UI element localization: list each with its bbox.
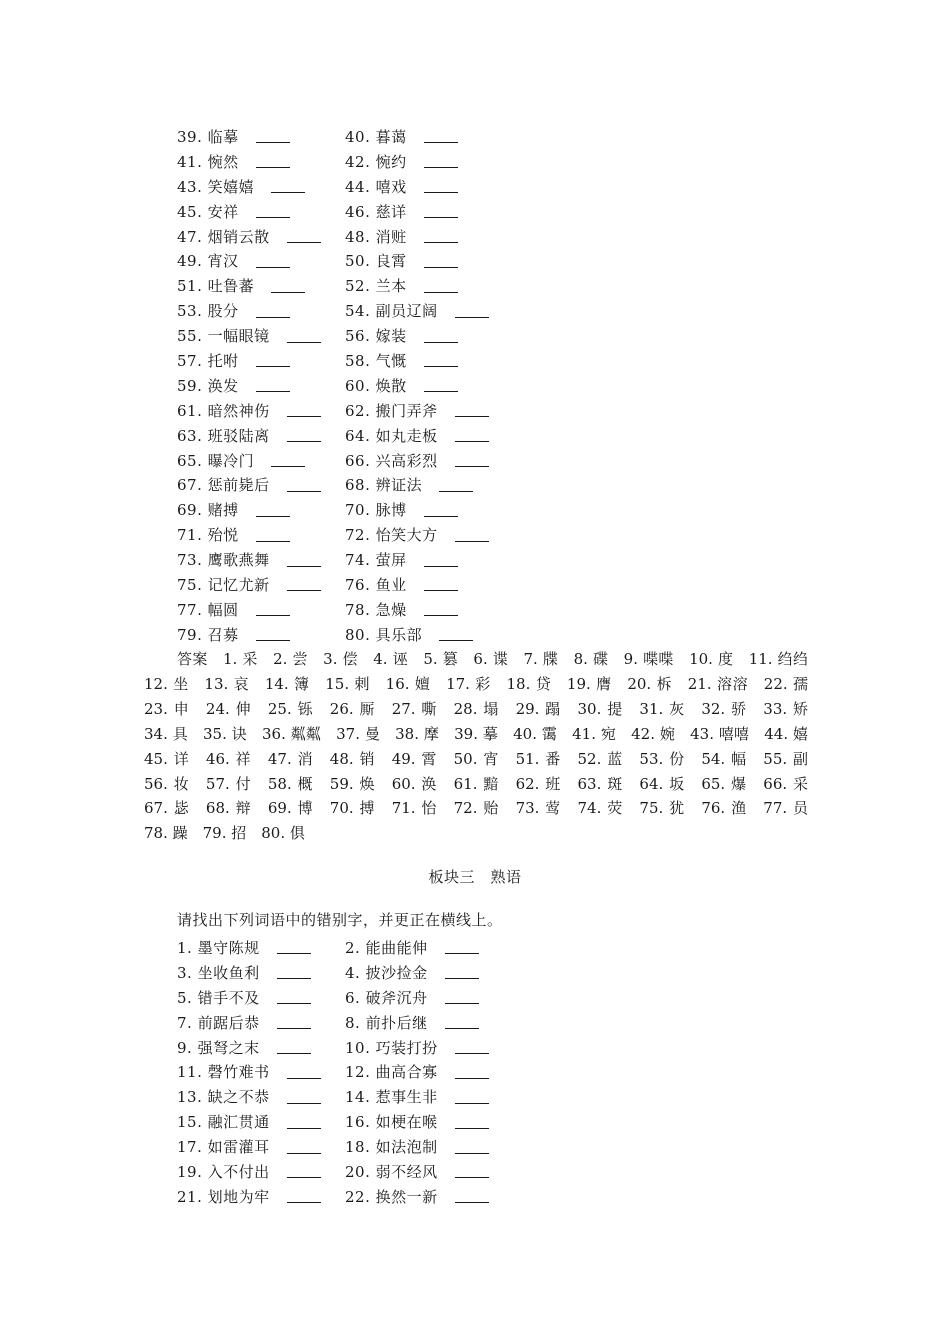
exercise-row [177,1035,797,1060]
answer-blank[interactable] [455,316,489,318]
exercise-row [177,1059,797,1084]
answer-blank[interactable] [424,141,458,143]
exercise-row [177,497,797,522]
answer-blank[interactable] [256,515,290,517]
exercise-item: 1. 墨守陈规 [177,938,260,957]
exercise-item: 64. 如丸走板 [345,426,438,445]
answer-blank[interactable] [256,365,290,367]
exercise-item: 17. 如雷灌耳 [177,1138,270,1157]
exercise-item: 21. 划地为牢 [177,1187,270,1206]
answer-blank[interactable] [287,1201,321,1203]
exercise-row [177,960,797,985]
exercise-row [177,547,797,572]
answer-blank[interactable] [256,141,290,143]
exercise-item: 60. 焕散 [345,376,407,395]
exercise-item: 47. 烟销云散 [177,227,270,246]
answer-blank[interactable] [287,1102,321,1104]
exercise-item: 39. 临摹 [177,127,239,146]
exercise-item: 43. 笑嬉嬉 [177,177,255,196]
exercise-item: 6. 破斧沉舟 [345,988,428,1007]
exercise-row [177,472,797,497]
exercise-item: 54. 副员辽阔 [345,302,438,321]
exercise-row [177,373,797,398]
exercise-item: 55. 一幅眼镜 [177,327,270,346]
answer-blank[interactable] [287,565,321,567]
exercise-row [177,248,797,273]
exercise-item: 46. 慈详 [345,202,407,221]
exercise-row [177,224,797,249]
exercise-row [177,522,797,547]
answer-blank[interactable] [256,639,290,641]
exercise-item: 10. 巧装打扮 [345,1038,438,1057]
exercise-item: 7. 前踞后恭 [177,1013,260,1032]
answer-blank[interactable] [424,390,458,392]
answer-blank[interactable] [445,1002,479,1004]
exercise-item: 71. 殆悦 [177,526,239,545]
exercise-row [177,174,797,199]
answer-blank[interactable] [424,365,458,367]
exercise-row [177,423,797,448]
exercise-item: 13. 缺之不恭 [177,1088,270,1107]
exercise-item: 66. 兴高彩烈 [345,451,438,470]
exercise-row [177,124,797,149]
exercise-item: 56. 嫁装 [345,327,407,346]
answer-blank[interactable] [445,1027,479,1029]
answer-blank[interactable] [424,216,458,218]
exercise-item: 44. 嘻戏 [345,177,407,196]
answer-blank[interactable] [287,341,321,343]
answer-blank[interactable] [439,490,473,492]
answer-blank[interactable] [277,1052,311,1054]
exercise-item: 51. 吐鲁蕃 [177,277,255,296]
exercise-item: 72. 怡笑大方 [345,526,438,545]
answer-blank[interactable] [271,465,305,467]
exercise-item: 48. 消赃 [345,227,407,246]
exercise-item: 12. 曲高合寡 [345,1063,438,1082]
answer-blank[interactable] [455,465,489,467]
answer-blank[interactable] [256,316,290,318]
exercise-row [177,448,797,473]
exercise-item: 40. 暮蔼 [345,127,407,146]
answer-key [144,647,824,846]
answer-blank[interactable] [455,440,489,442]
exercise-row [177,1184,797,1209]
exercise-item: 2. 能曲能伸 [345,938,428,957]
exercise-item: 59. 涣发 [177,376,239,395]
exercise-item: 9. 强弩之末 [177,1038,260,1057]
answer-blank[interactable] [287,1127,321,1129]
exercise-item: 79. 召募 [177,625,239,644]
answer-blank[interactable] [424,241,458,243]
exercise-row [177,1109,797,1134]
exercise-item: 77. 幅圆 [177,600,239,619]
exercise-item: 3. 坐收鱼利 [177,963,260,982]
exercise-list-part3 [177,935,797,1209]
exercise-item: 61. 暗然神伤 [177,401,270,420]
answer-blank[interactable] [445,977,479,979]
exercise-item: 78. 急燥 [345,600,407,619]
exercise-item: 4. 披沙捡金 [345,963,428,982]
answer-blank[interactable] [287,440,321,442]
exercise-item: 68. 辨证法 [345,476,423,495]
answer-blank[interactable] [424,341,458,343]
answer-blank[interactable] [455,540,489,542]
answer-blank[interactable] [277,952,311,954]
section-instruction: 请找出下列词语中的错别字，并更正在横线上。 [177,911,503,929]
answer-blank[interactable] [424,515,458,517]
answer-blank[interactable] [424,266,458,268]
answer-blank[interactable] [287,490,321,492]
exercise-row [177,622,797,647]
exercise-row [177,149,797,174]
exercise-row [177,935,797,960]
exercise-item: 16. 如梗在喉 [345,1113,438,1132]
answer-blank[interactable] [256,216,290,218]
exercise-item: 62. 搬门弄斧 [345,401,438,420]
answer-blank[interactable] [287,589,321,591]
exercise-item: 8. 前扑后继 [345,1013,428,1032]
answer-blank[interactable] [455,1127,489,1129]
answer-blank[interactable] [424,614,458,616]
answer-blank[interactable] [277,1027,311,1029]
exercise-item: 76. 鱼业 [345,575,407,594]
answer-blank[interactable] [439,639,473,641]
answer-blank[interactable] [424,589,458,591]
answer-blank[interactable] [455,1176,489,1178]
exercise-item: 42. 惋约 [345,152,407,171]
answer-blank[interactable] [455,1077,489,1079]
exercise-item: 53. 股分 [177,302,239,321]
answer-blank[interactable] [287,241,321,243]
exercise-item: 80. 具乐部 [345,625,423,644]
answer-blank[interactable] [287,1176,321,1178]
exercise-row [177,298,797,323]
answer-blank[interactable] [424,565,458,567]
answer-blank[interactable] [287,415,321,417]
exercise-item: 22. 换然一新 [345,1187,438,1206]
answer-label: 答案 [177,650,208,668]
answer-blank[interactable] [455,1102,489,1104]
exercise-item: 63. 班驳陆离 [177,426,270,445]
answer-blank[interactable] [445,952,479,954]
exercise-row [177,985,797,1010]
exercise-row [177,1159,797,1184]
exercise-item: 14. 惹事生非 [345,1088,438,1107]
section-title: 板块三 熟语 [428,868,522,886]
answer-blank[interactable] [455,1201,489,1203]
exercise-row [177,597,797,622]
answer-blank[interactable] [256,540,290,542]
exercise-item: 58. 气慨 [345,351,407,370]
answer-blank[interactable] [455,1052,489,1054]
exercise-item: 65. 曝冷门 [177,451,255,470]
exercise-item: 45. 安祥 [177,202,239,221]
answer-blank[interactable] [256,390,290,392]
answer-blank[interactable] [277,977,311,979]
exercise-item: 74. 萤屏 [345,551,407,570]
answer-blank[interactable] [287,1152,321,1154]
exercise-item: 67. 惩前毙后 [177,476,270,495]
exercise-row [177,348,797,373]
exercise-item: 73. 鹰歌燕舞 [177,551,270,570]
exercise-row [177,199,797,224]
answer-blank[interactable] [455,415,489,417]
answer-blank[interactable] [424,166,458,168]
answer-blank[interactable] [277,1002,311,1004]
answer-blank[interactable] [256,266,290,268]
exercise-item: 5. 错手不及 [177,988,260,1007]
exercise-item: 18. 如法泡制 [345,1138,438,1157]
exercise-item: 15. 融汇贯通 [177,1113,270,1132]
exercise-row [177,1134,797,1159]
answer-blank[interactable] [455,1152,489,1154]
exercise-item: 41. 惋然 [177,152,239,171]
exercise-item: 50. 良霄 [345,252,407,271]
exercise-item: 20. 弱不经风 [345,1162,438,1181]
exercise-item: 49. 宵汉 [177,252,239,271]
exercise-row [177,1084,797,1109]
answer-blank[interactable] [256,614,290,616]
exercise-item: 52. 兰本 [345,277,407,296]
exercise-item: 57. 托咐 [177,351,239,370]
answer-blank[interactable] [287,1077,321,1079]
exercise-row [177,273,797,298]
exercise-list-part2 [177,124,797,647]
answer-blank[interactable] [256,166,290,168]
exercise-row [177,1010,797,1035]
exercise-item: 75. 记忆尤新 [177,575,270,594]
answer-blank[interactable] [271,291,305,293]
exercise-row [177,323,797,348]
exercise-row [177,398,797,423]
answer-blank[interactable] [424,191,458,193]
answer-blank[interactable] [424,291,458,293]
exercise-item: 69. 赌搏 [177,501,239,520]
exercise-item: 19. 入不付出 [177,1162,270,1181]
exercise-item: 70. 脉博 [345,501,407,520]
exercise-row [177,572,797,597]
answer-blank[interactable] [271,191,305,193]
exercise-item: 11. 磬竹难书 [177,1063,270,1082]
answer-text: 1. 采 2. 尝 3. 偿 4. 诬 5. 篡 6. 谍 7. 牒 8. 碟 9. 喋喋 10. 度 11. 绉绉 12. 坐 13. 哀 14. 簿 15. 剌 16. 嬗 17. 彩 18. 贷 19. 膺 20. 柝 21. 溶溶 22. 孺 23. 申 24. 伸 25. 铄 26. 厮 27. 嘶 28. 塌 29. 蹋 30. 提 31. 灰 32. 骄 33. 矫 34. 具 35. 诀 36. 粼粼 37. 曼 38. 摩 39. 摹 40. 霭 41. 宛 42. 婉 43. 嘻嘻 44. 嬉 45. 详 46. 祥 47. 消 48. 销 49. 霄 50. 宵 51. 番 52. 蓝 53. 份 54. 幅 55. 副 56. 妆 57. 付 58. 概 59. 焕 60. 涣 61. 黯 62. 班 63. 斑 64. 坂 65. 爆 66. 采 67. 毖 68. 辩 69. 博 70. 搏 71. 怡 72. 贻 73. 莺 74. 荧 75. 犹 76. 渔 77. 员 78. 躁 79. 招 80. 俱 [144,650,824,843]
